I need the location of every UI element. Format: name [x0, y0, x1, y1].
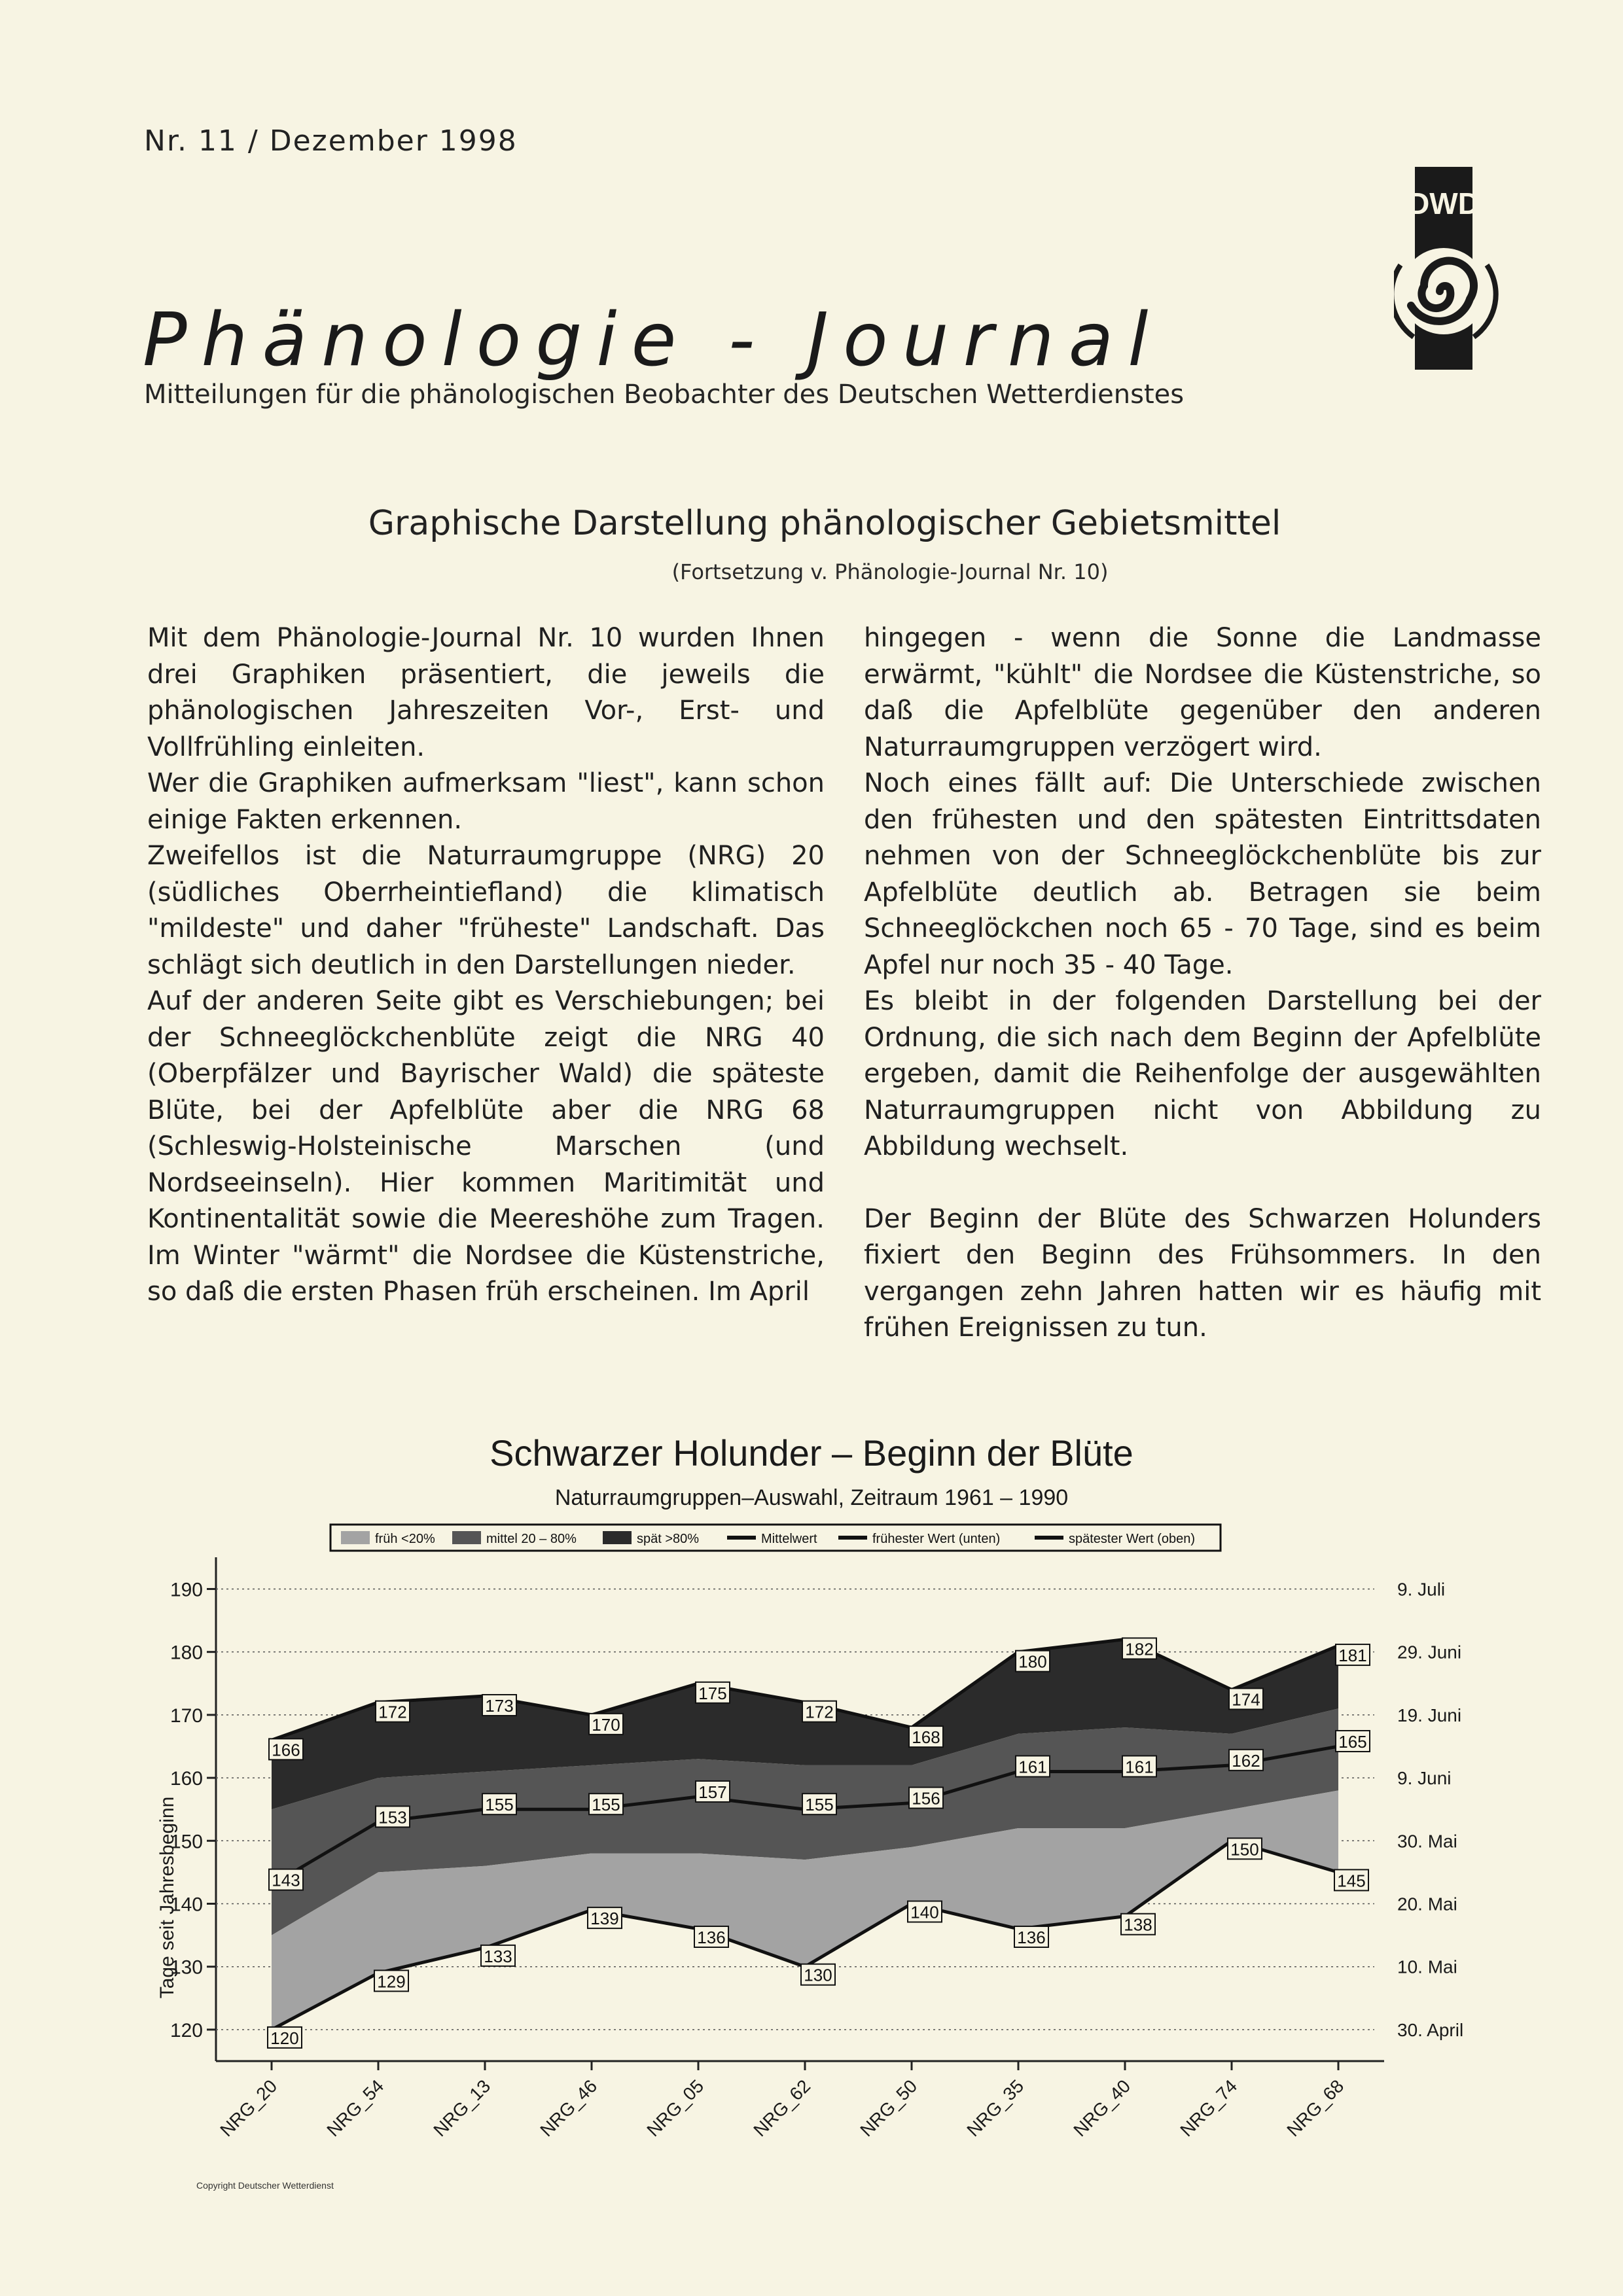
date-tick-label: 9. Juli	[1397, 1579, 1446, 1600]
dwd-logo	[1394, 167, 1499, 370]
y-tick-label: 150	[169, 1831, 203, 1853]
data-label-late: 172	[805, 1702, 834, 1722]
data-label-mean: 162	[1232, 1750, 1260, 1771]
paragraph: Der Beginn der Blüte des Schwarzen Holunders fixiert den Beginn des Frühsommers. In den vergangen zehn Jahren hatten wir es häufig mit frühen Ereignissen zu tun.	[864, 1203, 1541, 1343]
y-tick-label: 160	[169, 1768, 203, 1790]
x-tick-label: NRG_40	[1069, 2075, 1135, 2141]
holunder-chart	[0, 1413, 1623, 2199]
data-label-early: 133	[484, 1946, 512, 1966]
date-tick-label: 20. Mai	[1397, 1894, 1457, 1915]
chart-legend	[330, 1525, 1221, 1551]
y-tick-label: 130	[169, 1956, 203, 1979]
date-tick-label: 19. Juni	[1397, 1704, 1462, 1725]
legend-entry: frühester Wert (unten)	[872, 1532, 1001, 1546]
legend-entry: spätester Wert (oben)	[1069, 1532, 1196, 1546]
data-label-early: 138	[1124, 1915, 1152, 1935]
data-label-early: 136	[1017, 1927, 1046, 1947]
chart-subtitle: Naturraumgruppen–Auswahl, Zeitraum 1961 – 1990	[554, 1485, 1069, 1510]
legend-entry: spät >80%	[637, 1532, 700, 1546]
legend-entry: früh <20%	[375, 1532, 435, 1546]
data-label-mean: 155	[805, 1795, 834, 1815]
paragraph: Es bleibt in der folgenden Darstellung bei der Ordnung, die sich nach dem Beginn der Apfelblüte ergeben, damit die Reihenfolge der ausgewählten Naturraumgruppen nicht von Abbildung zu Abbildung wechselt.	[864, 986, 1541, 1161]
data-label-late: 168	[912, 1727, 940, 1748]
y-axis-label: Tage seit Jahresbeginn	[156, 1796, 178, 1999]
x-tick-label: NRG_54	[323, 2075, 388, 2141]
legend-swatch	[341, 1531, 370, 1544]
article-title: Graphische Darstellung phänologischer Gebietsmittel	[368, 504, 1281, 543]
data-label-late: 172	[378, 1702, 407, 1722]
data-label-mean: 161	[1125, 1757, 1154, 1777]
y-tick-label: 170	[169, 1704, 203, 1727]
journal-subtitle: Mitteilungen für die phänologischen Beobachter des Deutschen Wetterdienstes	[144, 380, 1185, 410]
data-label-mean: 143	[272, 1870, 300, 1890]
data-label-late: 175	[698, 1683, 727, 1703]
data-label-early: 130	[804, 1965, 832, 1985]
date-tick-label: 30. Mai	[1397, 1831, 1457, 1852]
paragraph: Mit dem Phänologie-Journal Nr. 10 wurden Ihnen drei Graphiken präsentiert, die jeweils die phänologischen Jahreszeiten Vor-, Erst- und Vollfrühling einleiten.	[147, 623, 825, 762]
data-label-early: 120	[270, 2028, 299, 2048]
x-tick-label: NRG_62	[749, 2075, 815, 2141]
article-column-left	[147, 620, 825, 1311]
chart-svg	[0, 1413, 1623, 2199]
data-label-mean: 165	[1338, 1731, 1367, 1752]
data-label-mean: 155	[485, 1795, 514, 1815]
x-tick-label: NRG_68	[1283, 2075, 1348, 2141]
data-label-mean: 156	[912, 1788, 940, 1809]
article-subtitle: (Fortsetzung v. Phänologie-Journal Nr. 10)	[671, 559, 1109, 584]
data-label-late: 173	[485, 1696, 514, 1716]
chart-title: Schwarzer Holunder – Beginn der Blüte	[490, 1432, 1133, 1474]
date-tick-label: 9. Juni	[1397, 1768, 1452, 1789]
y-tick-label: 140	[169, 1894, 203, 1916]
data-label-mean: 157	[698, 1782, 727, 1802]
x-tick-label: NRG_46	[536, 2075, 601, 2141]
date-tick-label: 29. Juni	[1397, 1642, 1462, 1663]
data-label-early: 150	[1230, 1839, 1259, 1860]
data-label-mean: 153	[378, 1807, 407, 1828]
x-tick-label: NRG_13	[429, 2075, 495, 2141]
data-label-early: 140	[910, 1902, 939, 1922]
paragraph: Noch eines fällt auf: Die Unterschiede zwischen den frühesten und den spätesten Eintrittsdaten nehmen von der Schneeglöckchenblüte bis zur Apfelblüte deutlich ab. Betragen sie beim Schneeglöckchen noch 65 - 70 Tage, sind es beim Apfel nur noch 35 - 40 Tage.	[864, 768, 1541, 980]
paragraph: Zweifellos ist die Naturraumgruppe (NRG) 20 (südliches Oberrheintiefland) die klimatisch "mildeste" und daher "früheste" Landschaft. Das schlägt sich deutlich in den Darstellungen nieder.	[147, 841, 825, 980]
data-label-late: 166	[272, 1740, 300, 1760]
legend-entry: Mittelwert	[761, 1532, 817, 1546]
paragraph: Auf der anderen Seite gibt es Verschiebungen; bei der Schneeglöckchenblüte zeigt die NRG 40 (Oberpfälzer und Bayrischer Wald) die späteste Blüte, bei der Apfelblüte aber die NRG 68 (Schleswig-Holsteinische Marschen (und Nordseeinseln). Hier kommen Maritimität und Kontinentalität sowie die Meereshöhe zum Tragen. Im Winter "wärmt" die Nordsee die Küstenstriche, so daß die ersten Phasen früh erscheinen. Im April	[147, 986, 825, 1307]
y-tick-label: 180	[169, 1642, 203, 1664]
x-tick-label: NRG_20	[216, 2075, 281, 2141]
y-tick-label: 190	[169, 1579, 203, 1601]
data-label-early: 145	[1337, 1871, 1366, 1891]
x-tick-label: NRG_74	[1176, 2075, 1241, 2141]
data-label-late: 174	[1232, 1689, 1260, 1710]
paragraph: Wer die Graphiken aufmerksam "liest", kann schon einige Fakten erkennen.	[147, 768, 825, 835]
data-label-early: 139	[590, 1909, 619, 1929]
data-label-mean: 161	[1018, 1757, 1047, 1777]
x-tick-label: NRG_35	[963, 2075, 1028, 2141]
chart-plot	[170, 1557, 1463, 2140]
legend-swatch	[603, 1531, 632, 1544]
journal-title: Phänologie - Journal	[143, 298, 1163, 383]
svg-text:DWD: DWD	[1408, 186, 1480, 221]
data-label-late: 180	[1018, 1651, 1047, 1672]
legend-entry: mittel 20 – 80%	[486, 1532, 577, 1546]
issue-line: Nr. 11 / Dezember 1998	[144, 124, 518, 158]
paragraph: hingegen - wenn die Sonne die Landmasse erwärmt, "kühlt" die Nordsee die Küstenstriche, so daß die Apfelblüte gegenüber den anderen Naturraumgruppen verzögert wird.	[864, 623, 1541, 762]
data-label-early: 136	[697, 1927, 726, 1947]
data-label-mean: 155	[592, 1795, 620, 1815]
date-tick-label: 10. Mai	[1397, 1956, 1457, 1977]
x-tick-label: NRG_50	[856, 2075, 921, 2141]
article-column-right	[864, 620, 1541, 1347]
date-tick-label: 30. April	[1397, 2019, 1464, 2040]
data-label-early: 129	[377, 1971, 406, 1992]
y-tick-label: 120	[169, 2019, 203, 2041]
data-label-late: 182	[1125, 1639, 1154, 1659]
legend-swatch	[452, 1531, 481, 1544]
data-label-late: 170	[592, 1714, 620, 1735]
x-tick-label: NRG_05	[643, 2075, 708, 2141]
copyright: Copyright Deutscher Wetterdienst	[196, 2180, 334, 2191]
data-label-late: 181	[1338, 1646, 1367, 1666]
